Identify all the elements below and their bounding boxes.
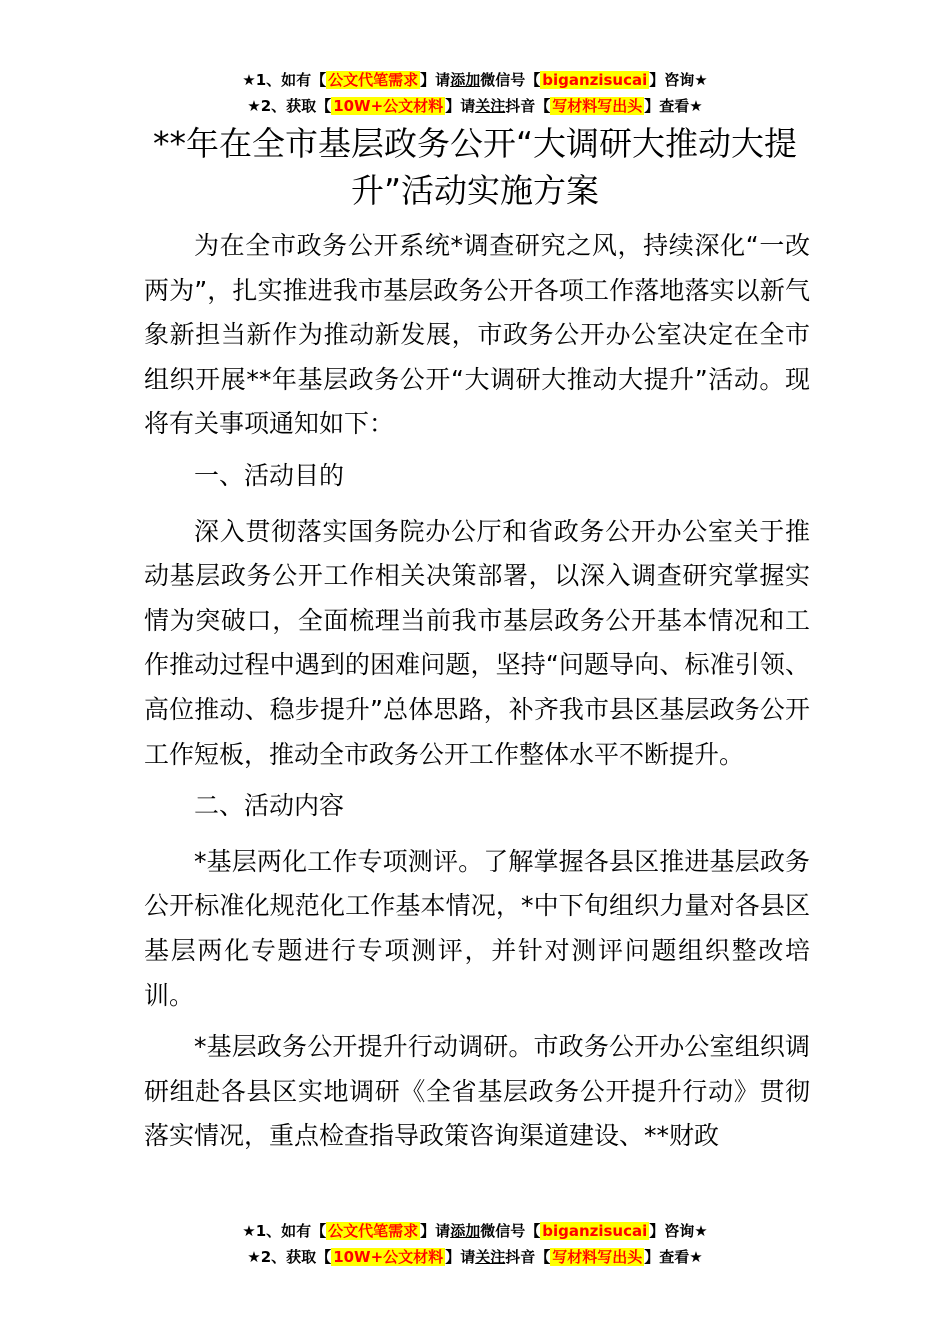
intro-paragraph: 为在全市政务公开系统*调查研究之风，持续深化“一改两为”，扎实推进我市基层政务公开各项工作落地落实以新气象新担当新作为推动新发展，市政务公开办公室决定在全市组织开展**年基层政务公开“大调研大推动大提升”活动。现将有关事项通知如下：: [144, 231, 810, 439]
banner-text: 】请: [420, 71, 451, 89]
body-paragraph: *基层政务公开提升行动调研。市政务公开办公室组织调研组赴各县区实地调研《全省基层政务公开提升行动》贯彻落实情况，重点检查指导政策咨询渠道建设、**财政: [144, 1032, 810, 1151]
banner-text: 】请: [420, 1222, 451, 1240]
banner-highlight: 公文代笔需求: [328, 71, 419, 89]
banner-underline: 关注: [475, 97, 506, 115]
banner-text: 微信号【: [480, 1222, 541, 1240]
banner-text: 】查看★: [644, 1248, 703, 1266]
document-body: [144, 224, 810, 1166]
document-title: **年在全市基层政务公开“大调研大推动大提升”活动实施方案: [152, 124, 798, 210]
banner-underline: 关注: [475, 1248, 506, 1266]
section-heading: 二、活动内容: [194, 791, 345, 821]
banner-underline: 添加: [450, 71, 481, 89]
banner-text: ★2、获取【: [247, 97, 332, 115]
section-heading: 一、活动目的: [194, 460, 345, 490]
banner-text: 】咨询★: [649, 1222, 708, 1240]
banner-highlight: biganzisucai: [542, 71, 648, 89]
banner-underline: 添加: [450, 1222, 481, 1240]
banner-line-1: [0, 67, 950, 93]
footer-banner: [0, 1218, 950, 1270]
banner-highlight: 10W+公文材料: [333, 97, 444, 115]
banner-text: 抖音【: [505, 97, 551, 115]
banner-text: ★2、获取【: [247, 1248, 332, 1266]
body-paragraph: 深入贯彻落实国务院办公厅和省政务公开办公室关于推动基层政务公开工作相关决策部署，以深入调查研究掌握实情为突破口，全面梳理当前我市基层政务公开基本情况和工作推动过程中遇到的困难问题，坚持“问题导向、标准引领、高位推动、稳步提升”总体思路，补齐我市县区基层政务公开工作短板，推动全市政务公开工作整体水平不断提升。: [144, 516, 810, 769]
banner-line-1: [0, 1218, 950, 1244]
banner-text: 】咨询★: [649, 71, 708, 89]
banner-text: 】请: [445, 97, 476, 115]
banner-text: ★1、如有【: [242, 1222, 327, 1240]
header-banner: [0, 67, 950, 119]
banner-highlight: 公文代笔需求: [328, 1222, 419, 1240]
banner-highlight: 写材料写出头: [552, 1248, 643, 1266]
banner-highlight: 10W+公文材料: [333, 1248, 444, 1266]
body-paragraph: *基层两化工作专项测评。了解掌握各县区推进基层政务公开标准化规范化工作基本情况，*中下旬组织力量对各县区基层两化专题进行专项测评，并针对测评问题组织整改培训。: [144, 846, 810, 1010]
banner-text: 】请: [445, 1248, 476, 1266]
banner-text: 】查看★: [644, 97, 703, 115]
banner-text: 微信号【: [480, 71, 541, 89]
banner-line-2: [0, 93, 950, 119]
banner-highlight: biganzisucai: [542, 1222, 648, 1240]
banner-line-2: [0, 1244, 950, 1270]
banner-text: ★1、如有【: [242, 71, 327, 89]
banner-highlight: 写材料写出头: [552, 97, 643, 115]
banner-text: 抖音【: [505, 1248, 551, 1266]
